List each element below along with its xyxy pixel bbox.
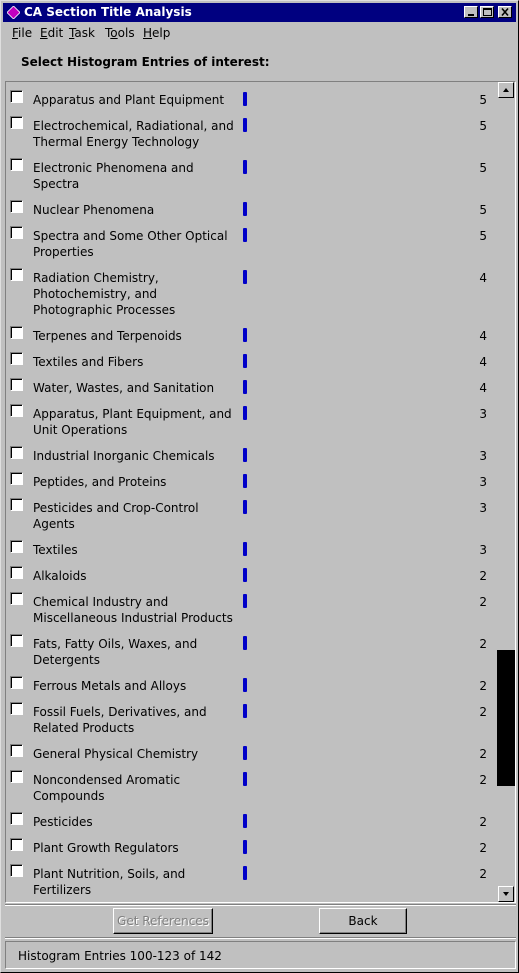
list-item[interactable] (6, 762, 497, 804)
entry-label: Electronic Phenomena and Spectra (33, 161, 194, 191)
entry-checkbox[interactable] (10, 158, 23, 171)
entry-count: 2 (479, 679, 487, 693)
entry-checkbox[interactable] (10, 838, 23, 851)
entry-checkbox[interactable] (10, 116, 23, 129)
histogram-bar (243, 406, 247, 420)
maximize-icon (481, 7, 493, 17)
status-text: Histogram Entries 100-123 of 142 (18, 949, 222, 963)
entry-count: 2 (479, 841, 487, 855)
entry-count: 3 (479, 407, 487, 421)
vertical-scrollbar[interactable] (497, 82, 515, 902)
entry-count: 2 (479, 773, 487, 787)
entry-checkbox[interactable] (10, 352, 23, 365)
entry-count: 3 (479, 501, 487, 515)
histogram-bar (243, 814, 247, 828)
entry-label: Plant Growth Regulators (33, 841, 179, 855)
entry-checkbox[interactable] (10, 864, 23, 877)
entry-label: Industrial Inorganic Chemicals (33, 449, 215, 463)
list-item[interactable] (6, 584, 497, 626)
scroll-thumb[interactable] (497, 650, 515, 786)
entry-label: Ferrous Metals and Alloys (33, 679, 187, 693)
menu-help[interactable]: Help (143, 26, 171, 40)
entry-count: 5 (479, 161, 487, 175)
entry-label: Noncondensed Aromatic Compounds (33, 773, 181, 803)
entry-label: Fats, Fatty Oils, Waxes, and Detergents (33, 637, 198, 667)
entry-count: 2 (479, 637, 487, 651)
entry-checkbox[interactable] (10, 226, 23, 239)
entry-count: 4 (479, 381, 487, 395)
menu-file[interactable]: File (12, 26, 33, 40)
histogram-bar (243, 118, 247, 132)
list-item[interactable] (6, 668, 497, 694)
histogram-heading: Select Histogram Entries of interest: (21, 55, 270, 69)
entry-count: 2 (479, 595, 487, 609)
histogram-bar (243, 636, 247, 650)
histogram-bar (243, 568, 247, 582)
scroll-up-button[interactable] (498, 82, 514, 98)
entry-count: 5 (479, 119, 487, 133)
list-item[interactable] (6, 370, 497, 396)
list-item[interactable] (6, 82, 497, 108)
list-item[interactable] (6, 804, 497, 830)
histogram-bar (243, 500, 247, 514)
maximize-button[interactable] (480, 6, 494, 18)
entry-checkbox[interactable] (10, 404, 23, 417)
list-item[interactable] (6, 830, 497, 856)
get-references-button[interactable]: Get References (113, 908, 213, 934)
menu-edit[interactable]: Edit (40, 26, 64, 40)
entry-checkbox[interactable] (10, 566, 23, 579)
entry-label: Peptides, and Proteins (33, 475, 167, 489)
histogram-bar (243, 270, 247, 284)
histogram-entries-list[interactable] (5, 81, 516, 903)
entry-label: Alkaloids (33, 569, 87, 583)
menu-task[interactable]: Task (69, 26, 95, 40)
entry-checkbox[interactable] (10, 446, 23, 459)
scroll-down-button[interactable] (498, 886, 514, 902)
list-item[interactable] (6, 192, 497, 218)
entry-count: 2 (479, 569, 487, 583)
entry-count: 2 (479, 867, 487, 881)
minimize-icon (465, 7, 477, 17)
entry-count: 5 (479, 93, 487, 107)
list-item[interactable] (6, 626, 497, 668)
list-item[interactable] (6, 532, 497, 558)
list-item[interactable] (6, 464, 497, 490)
entry-label: Radiation Chemistry, Photochemistry, and Photographic Processes (33, 271, 176, 317)
histogram-bar (243, 354, 247, 368)
entry-checkbox[interactable] (10, 326, 23, 339)
entry-label: Pesticides and Crop-Control Agents (33, 501, 199, 531)
separator (5, 904, 516, 906)
entry-label: General Physical Chemistry (33, 747, 199, 761)
back-button[interactable]: Back (319, 908, 407, 934)
histogram-bar (243, 202, 247, 216)
entry-label: Electrochemical, Radiational, and Thermal Energy Technology (33, 119, 234, 149)
entry-checkbox[interactable] (10, 472, 23, 485)
list-item[interactable] (6, 108, 497, 150)
entry-checkbox[interactable] (10, 676, 23, 689)
entry-count: 2 (479, 747, 487, 761)
histogram-bar (243, 840, 247, 854)
entry-checkbox[interactable] (10, 200, 23, 213)
list-item[interactable] (6, 218, 497, 260)
histogram-bar (243, 704, 247, 718)
histogram-bar (243, 746, 247, 760)
list-item[interactable] (6, 694, 497, 736)
list-item[interactable] (6, 558, 497, 584)
histogram-bar (243, 542, 247, 556)
list-item[interactable] (6, 490, 497, 532)
histogram-bar (243, 678, 247, 692)
histogram-bar (243, 772, 247, 786)
arrow-down-icon (502, 891, 510, 897)
close-button[interactable] (498, 6, 512, 18)
entry-checkbox[interactable] (10, 268, 23, 281)
entry-checkbox[interactable] (10, 378, 23, 391)
entry-label: Apparatus and Plant Equipment (33, 93, 225, 107)
separator (5, 937, 516, 939)
entry-count: 4 (479, 329, 487, 343)
entry-label: Nuclear Phenomena (33, 203, 155, 217)
entry-count: 3 (479, 475, 487, 489)
list-item[interactable] (6, 260, 497, 318)
entry-checkbox[interactable] (10, 744, 23, 757)
entry-label: Plant Nutrition, Soils, and Fertilizers (33, 867, 186, 897)
entry-count: 2 (479, 705, 487, 719)
entry-checkbox[interactable] (10, 498, 23, 511)
entry-label: Water, Wastes, and Sanitation (33, 381, 215, 395)
histogram-bar (243, 160, 247, 174)
list-item[interactable] (6, 856, 497, 898)
entry-count: 3 (479, 449, 487, 463)
entry-count: 4 (479, 355, 487, 369)
list-item[interactable] (6, 150, 497, 192)
list-item[interactable] (6, 396, 497, 438)
entry-count: 2 (479, 815, 487, 829)
entry-checkbox[interactable] (10, 770, 23, 783)
menu-bar (3, 24, 516, 42)
menu-tools[interactable]: Tools (105, 26, 135, 40)
entry-checkbox[interactable] (10, 812, 23, 825)
histogram-bar (243, 866, 247, 880)
entry-checkbox[interactable] (10, 592, 23, 605)
histogram-bar (243, 328, 247, 342)
entry-count: 5 (479, 203, 487, 217)
entry-checkbox[interactable] (10, 634, 23, 647)
entry-count: 5 (479, 229, 487, 243)
entry-label: Chemical Industry and Miscellaneous Industrial Products (33, 595, 233, 625)
entry-label: Apparatus, Plant Equipment, and Unit Operations (33, 407, 232, 437)
close-icon (499, 7, 511, 17)
entry-checkbox[interactable] (10, 540, 23, 553)
minimize-button[interactable] (464, 6, 478, 18)
entry-label: Spectra and Some Other Optical Properties (33, 229, 228, 259)
histogram-entries-viewport (6, 82, 497, 902)
histogram-bar (243, 594, 247, 608)
entry-label: Textiles and Fibers (33, 355, 144, 369)
entry-count: 3 (479, 543, 487, 557)
histogram-bar (243, 228, 247, 242)
histogram-bar (243, 474, 247, 488)
histogram-bar (243, 92, 247, 106)
entry-checkbox[interactable] (10, 90, 23, 103)
list-item[interactable] (6, 438, 497, 464)
list-item[interactable] (6, 318, 497, 344)
histogram-bar (243, 380, 247, 394)
entry-checkbox[interactable] (10, 702, 23, 715)
entry-label: Fossil Fuels, Derivatives, and Related Products (33, 705, 207, 735)
entry-label: Textiles (33, 543, 78, 557)
app-diamond-icon (7, 6, 20, 19)
arrow-up-icon (502, 87, 510, 93)
title-bar[interactable] (3, 3, 516, 22)
entry-label: Terpenes and Terpenoids (33, 329, 182, 343)
entry-label: Pesticides (33, 815, 93, 829)
window-title: CA Section Title Analysis (24, 5, 192, 19)
entry-count: 4 (479, 271, 487, 285)
status-bar (5, 941, 516, 969)
list-item[interactable] (6, 736, 497, 762)
histogram-bar (243, 448, 247, 462)
list-item[interactable] (6, 344, 497, 370)
